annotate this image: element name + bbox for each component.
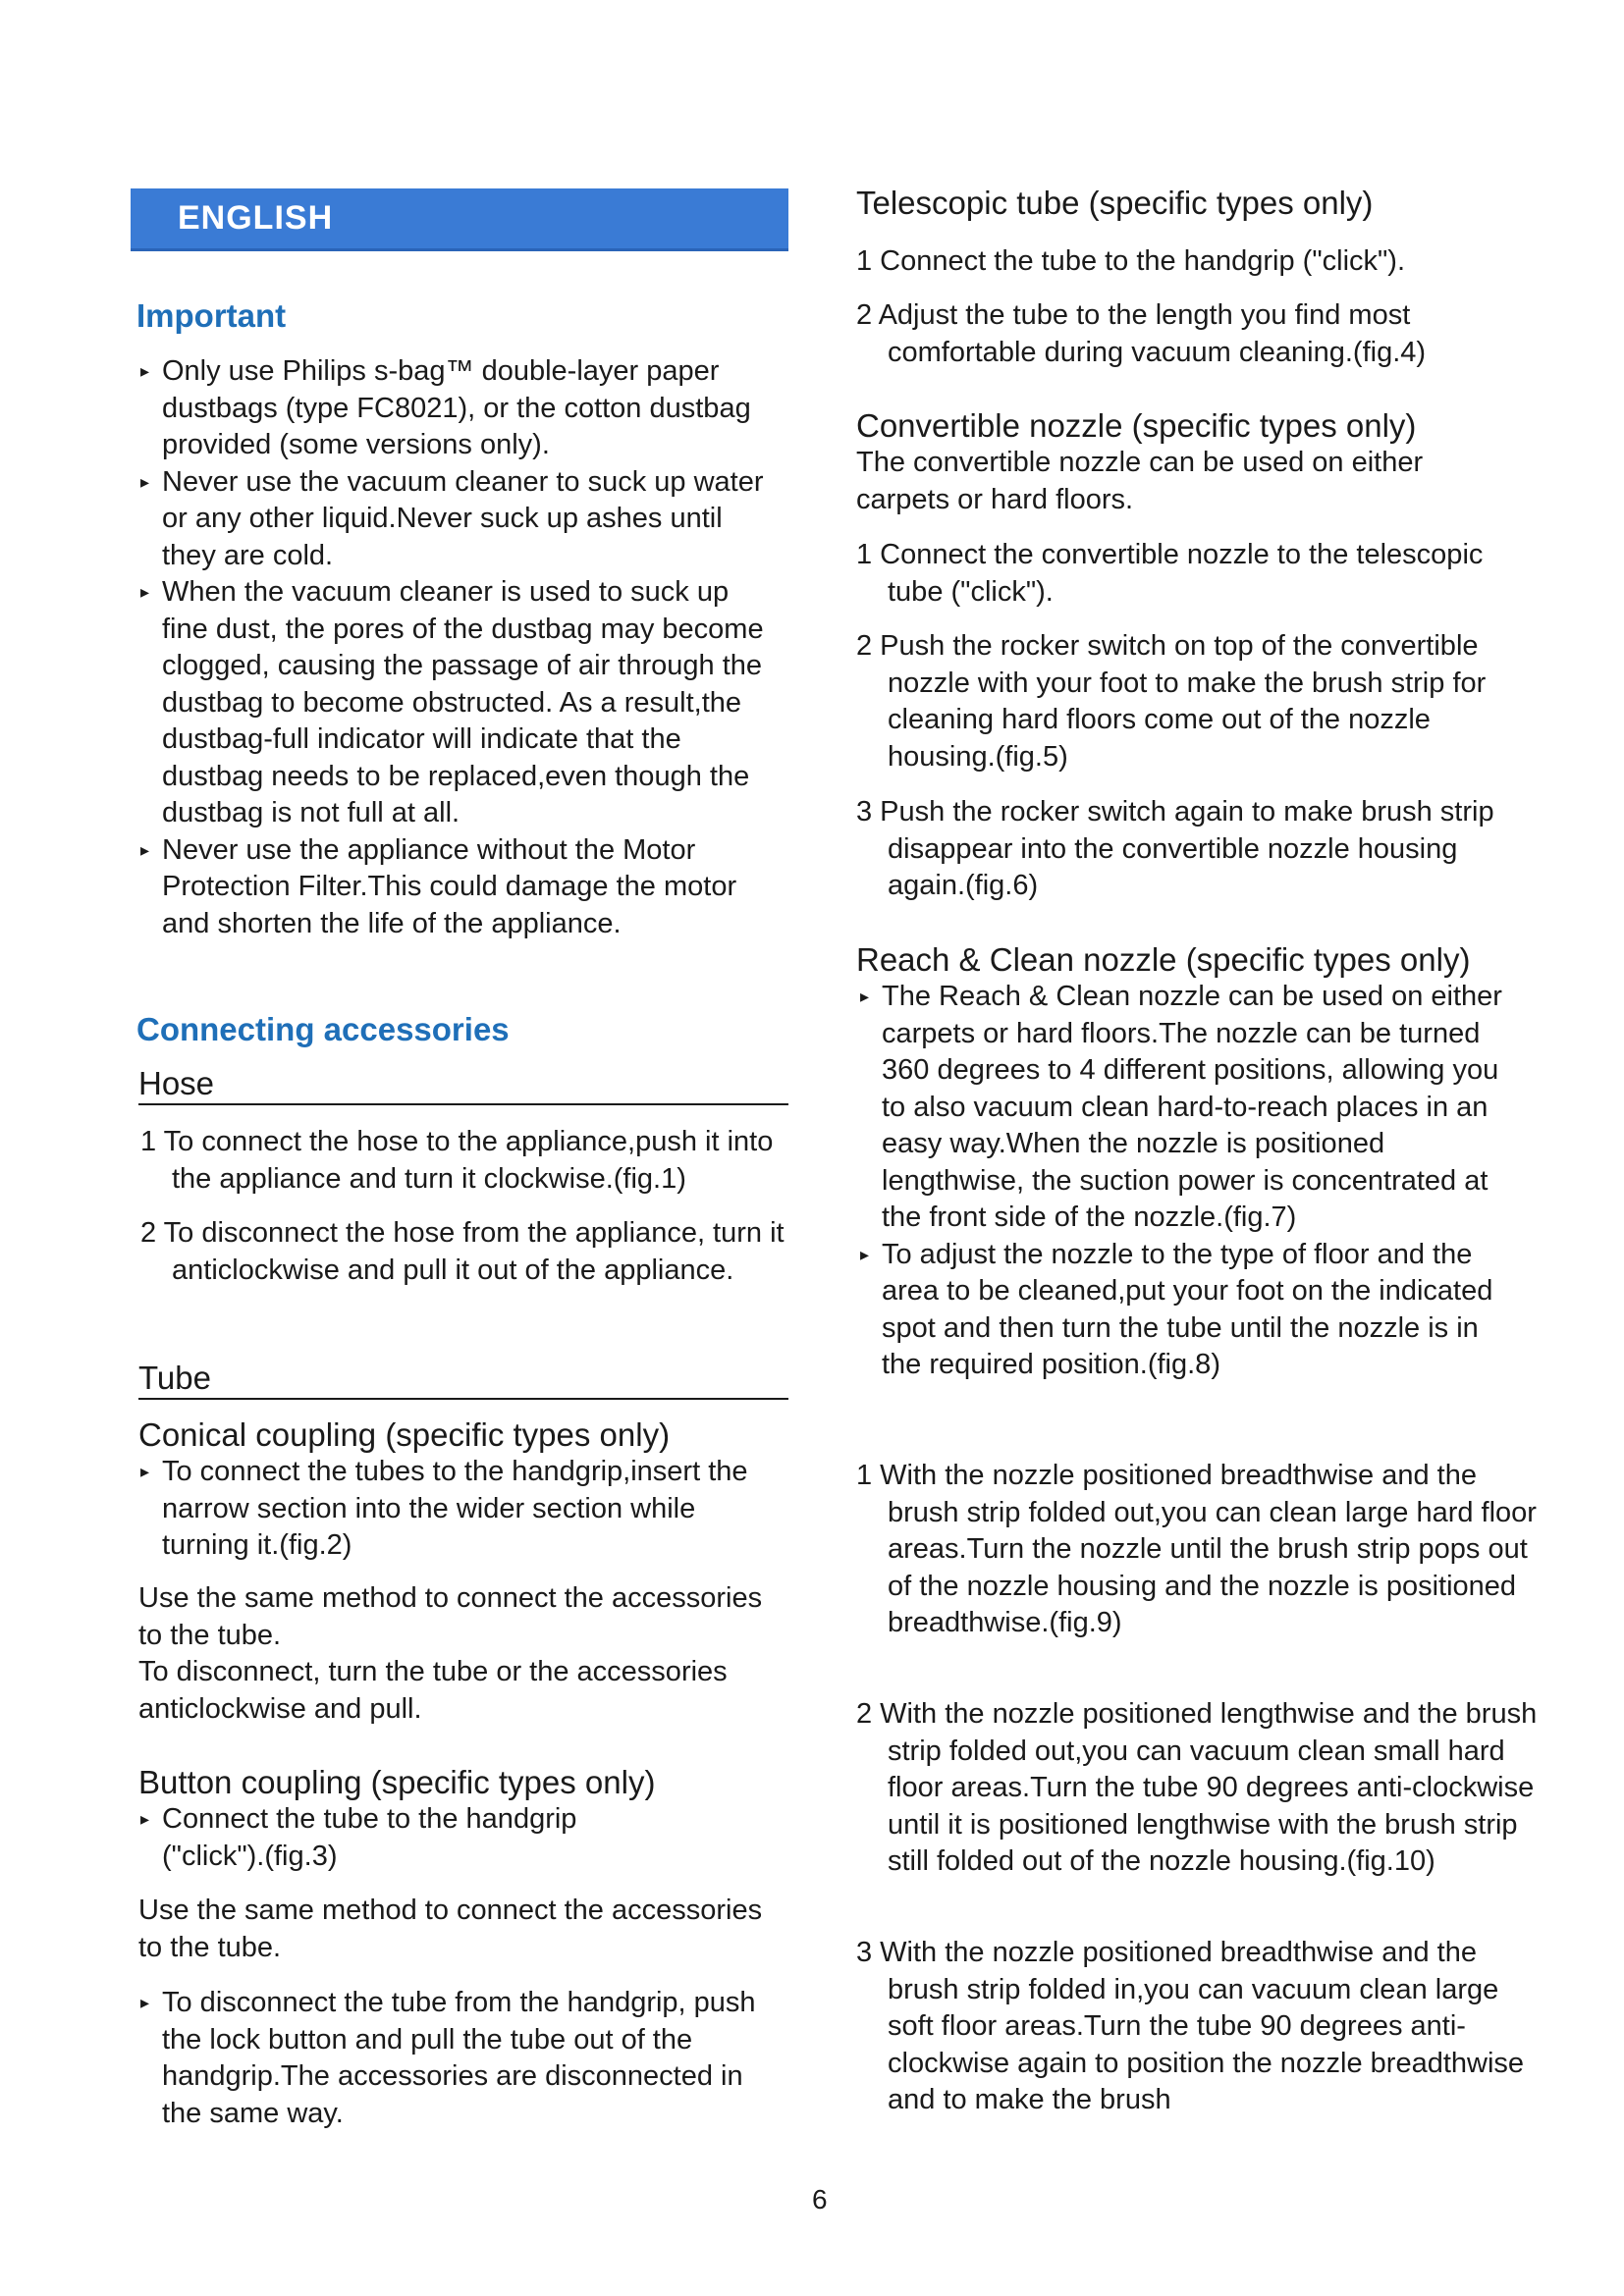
reach-clean-heading: Reach & Clean nozzle (specific types only) <box>856 941 1471 978</box>
convertible-step-3: 3 Push the rocker switch again to make brush strip disappear into the convertible nozzle housing again.(fig.6) <box>856 796 1494 901</box>
list-item: ▸ Never use the appliance without the Motor Protection Filter.This could damage the motor and shorten the life of the appliance. <box>140 833 737 939</box>
reach-step-2: 2 With the nozzle positioned lengthwise and the brush strip folded out,you can vacuum clean small hard floor areas.Turn the tube 90 degrees anti-clockwise until it is positioned lengthwise with the brush strip still folded out of the nozzle housing.(fig.10) <box>856 1698 1538 1877</box>
conical-note-connect: Use the same method to connect the accessories to the tube. <box>138 1582 763 1651</box>
button-list <box>140 1801 631 1875</box>
convertible-step-2: 2 Push the rocker switch on top of the convertible nozzle with your foot to make the brush strip for cleaning hard floors come out of the nozzle housing.(fig.5) <box>856 630 1487 773</box>
language-banner <box>131 188 788 251</box>
tube-heading: Tube <box>138 1361 788 1400</box>
triangle-bullet-icon: ▸ <box>140 1993 150 2012</box>
hose-step-1: 1 To connect the hose to the appliance,push it into the appliance and turn it clockwise.(fig.1) <box>140 1126 774 1195</box>
list-item: ▸ The Reach & Clean nozzle can be used on either carpets or hard floors.The nozzle can be turned 360 degrees to 4 different positions, allowing you to also vacuum clean hard-to-reach places in an easy way.When the nozzle is positioned lengthwise, the suction power is concentrated at the front side of the nozzle.(fig.7) <box>860 981 1502 1233</box>
hose-heading: Hose <box>138 1066 788 1105</box>
list-item: ▸ Connect the tube to the handgrip ("click").(fig.3) <box>140 1803 577 1872</box>
convertible-heading: Convertible nozzle (specific types only) <box>856 407 1417 444</box>
reach-step-1: 1 With the nozzle positioned breadthwise and the brush strip folded out,you can clean large hard floor areas.Turn the nozzle until the brush strip pops out of the nozzle housing and the nozzle is positioned breadthwise.(fig.9) <box>856 1460 1537 1638</box>
conical-note-disconnect: To disconnect, turn the tube or the accessories anticlockwise and pull. <box>138 1656 728 1725</box>
important-heading: Important <box>136 297 287 334</box>
triangle-bullet-icon: ▸ <box>140 1809 150 1829</box>
triangle-bullet-icon: ▸ <box>140 839 150 860</box>
list-item: ▸ Only use Philips s-bag™ double-layer paper dustbags (type FC8021), or the cotton dustbag provided (some versions only). <box>140 355 751 460</box>
list-item: ▸ To disconnect the tube from the handgrip, push the lock button and pull the tube out of the handgrip.The accessories are disconnected in the same way. <box>140 1987 756 2129</box>
list-item: ▸ To adjust the nozzle to the type of floor and the area to be cleaned,put your foot on the indicated spot and then turn the tube until the nozzle is in the required position.(fig.8) <box>860 1238 1493 1380</box>
button-note: Use the same method to connect the accessories to the tube. <box>138 1895 763 1963</box>
list-item: ▸ When the vacuum cleaner is used to suck up fine dust, the pores of the dustbag may become clogged, causing the passage of air through the dustbag to become obstructed. As a result,the dustbag-full indicator will indicate that the dustbag needs to be replaced,even though the dustbag is not full at all. <box>140 576 764 828</box>
telescopic-step-2: 2 Adjust the tube to the length you find most comfortable during vacuum cleaning.(fig.4) <box>856 299 1427 368</box>
triangle-bullet-icon: ▸ <box>860 1244 870 1264</box>
important-list <box>140 353 779 942</box>
conical-coupling-heading: Conical coupling (specific types only) <box>138 1416 671 1453</box>
list-item: ▸ To connect the tubes to the handgrip,insert the narrow section into the wider section while turning it.(fig.2) <box>140 1456 748 1561</box>
hose-step-2: 2 To disconnect the hose from the appliance, turn it anticlockwise and pull it out of the appliance. <box>140 1217 785 1286</box>
page-number: 6 <box>812 2184 828 2215</box>
reach-clean-list <box>860 979 1520 1384</box>
reach-step-3: 3 With the nozzle positioned breadthwise and the brush strip folded in,you can vacuum clean large soft floor areas.Turn the tube 90 degrees anti-clockwise again to position the nozzle breadthwise and to make the brush <box>856 1937 1525 2115</box>
list-item: ▸ Never use the vacuum cleaner to suck up water or any other liquid.Never suck up ashes until they are cold. <box>140 465 764 571</box>
triangle-bullet-icon: ▸ <box>860 987 870 1006</box>
triangle-bullet-icon: ▸ <box>140 361 150 381</box>
triangle-bullet-icon: ▸ <box>140 471 150 492</box>
triangle-bullet-icon: ▸ <box>140 1462 150 1481</box>
telescopic-heading: Telescopic tube (specific types only) <box>856 185 1374 221</box>
telescopic-step-1: 1 Connect the tube to the handgrip ("click"). <box>856 245 1406 277</box>
conical-list <box>140 1454 779 1565</box>
connecting-heading: Connecting accessories <box>136 1011 510 1047</box>
button-coupling-heading: Button coupling (specific types only) <box>138 1764 656 1800</box>
button-disconnect-list <box>140 1985 779 2132</box>
convertible-step-1: 1 Connect the convertible nozzle to the telescopic tube ("click"). <box>856 539 1484 608</box>
language-label: ENGLISH <box>178 199 334 237</box>
convertible-intro: The convertible nozzle can be used on either carpets or hard floors. <box>856 447 1424 515</box>
triangle-bullet-icon: ▸ <box>140 582 150 602</box>
